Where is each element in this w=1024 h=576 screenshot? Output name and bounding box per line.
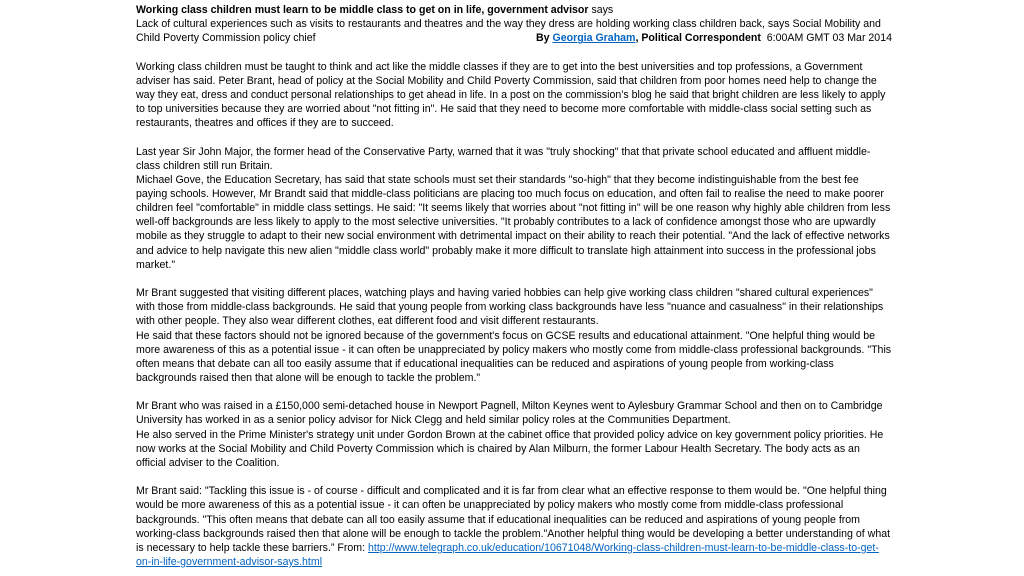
- paragraph-2: Last year Sir John Major, the former head of the Conservative Party, warned that it was "truly shocking" that that private school educated and affluent middle-class children still run Britain.: [136, 145, 871, 172]
- paragraph-7: He also served in the Prime Minister's strategy unit under Gordon Brown at the cabinet office that provided policy advice on key government policy priorities. He now works at the Social Mobility and Child Poverty Commission which is chaired by Alan Milburn, the former Labour Health Secretary. The body acts as an official adviser to the Coalition.: [136, 428, 884, 469]
- paragraph-1: Working class children must be taught to think and act like the middle classes if they are to get into the best universities and top professions, a Government adviser has said. Peter Brant, head of policy at the Social Mobility and Child Poverty Commission, said that children from poor homes need help to change the way they eat, dress and conduct personal relationships to get ahead in life. In a post on the commission’s blog he said that bright children are less likely to apply to top universities because they are worried about "not fitting in". He said that they need to become more comfortable with middle-class social setting such as restaurants, theatres and offices if they are to succeed.: [136, 60, 886, 130]
- article-title-suffix: says: [588, 4, 614, 16]
- byline: [536, 31, 892, 45]
- article-title: Working class children must learn to be middle class to get on in life, government advisor: [136, 4, 589, 16]
- author-role: , Political Correspondent: [635, 32, 761, 45]
- byline-prefix: By: [535, 32, 553, 45]
- paragraph-3: Michael Gove, the Education Secretary, has said that state schools must set their standards "so-high" that they become indistinguishable from the best fee paying schools. However, Mr Brandt said that middle-class politicians are placing too much focus on education, and often fail to realise the need to make poorer children feel "comfortable" in middle class settings. He said: "It seems likely that worries about "not fitting in" will be one reason why highly able children from less well-off backgrounds are less likely to apply to the most selective universities. "It probably contributes to a lack of confidence amongst those who are upwardly mobile as they struggle to adapt to their new social environment with detrimental impact on their ability to reach their potential. "And the lack of effective networks and advice to help navigate this new alien "middle class world" probably make it more difficult to translate high attainment into success in the professional jobs market.": [136, 173, 891, 271]
- standfirst-continued: Child Poverty Commission policy chief: [136, 32, 316, 45]
- paragraph-5: He said that these factors should not be ignored because of the government's focus on GCSE results and educational attainment. "One helpful thing would be more awareness of this as a potential issue - it can often be unappreciated by policy makers who mostly come from middle-class professional backgrounds. "This often means that debate can all too easily assume that if educational inequalities can be reduced and aspirations of young people from working-class backgrounds raised then that alone will be enough to tackle the problem.": [136, 329, 892, 385]
- spacer: [136, 272, 892, 286]
- article-title-line: [136, 3, 892, 17]
- timestamp: 6:00AM GMT 03 Mar 2014: [766, 32, 892, 45]
- article: [136, 3, 892, 569]
- spacer: [136, 470, 892, 484]
- paragraph-8: [136, 484, 892, 569]
- spacer: [136, 130, 892, 144]
- source-link[interactable]: http://www.telegraph.co.uk/education/10671048/Working-class-children-must-learn-to-be-middle-class-to-get-on-in-life-government-advisor-says.html: [136, 541, 879, 569]
- spacer: [136, 45, 892, 59]
- standfirst: Lack of cultural experiences such as visits to restaurants and theatres and the way they dress are holding working class children back, says Social Mobility and: [136, 18, 881, 31]
- paragraph-8-text: Mr Brant said: "Tackling this issue is - of course - difficult and complicated and it is far from clear what an effective response to them would be. "One helpful thing would be more awareness of this as a potential issue - it can often be unappreciated by policy makers who mostly come from middle-class professional backgrounds. "This often means that debate can all too easily assume that if educational inequalities can be reduced and aspirations of young people from working-class backgrounds raised then that alone will be enough to tackle the problem."Another helpful thing would be developing a better understanding of what is necessary to help tackle these barriers.” From:: [136, 485, 891, 554]
- standfirst-byline-row: [136, 31, 892, 45]
- paragraph-6: Mr Brant who was raised in a £150,000 semi-detached house in Newport Pagnell, Milton Keynes went to Aylesbury Grammar School and then on to Cambridge University has worked in as a senior policy advisor for Nick Clegg and held similar policy roles at the Communities Department.: [136, 400, 883, 427]
- paragraph-4: Mr Brant suggested that visiting different places, watching plays and having varied hobbies can help give working class children "shared cultural experiences" with those from middle-class backgrounds. He said that young people from working class backgrounds have less "nuance and casualness" in their relationships with other people. They also wear different clothes, eat different food and visit different restaurants.: [136, 287, 884, 328]
- author-link[interactable]: Georgia Graham: [552, 32, 636, 45]
- spacer: [136, 385, 892, 399]
